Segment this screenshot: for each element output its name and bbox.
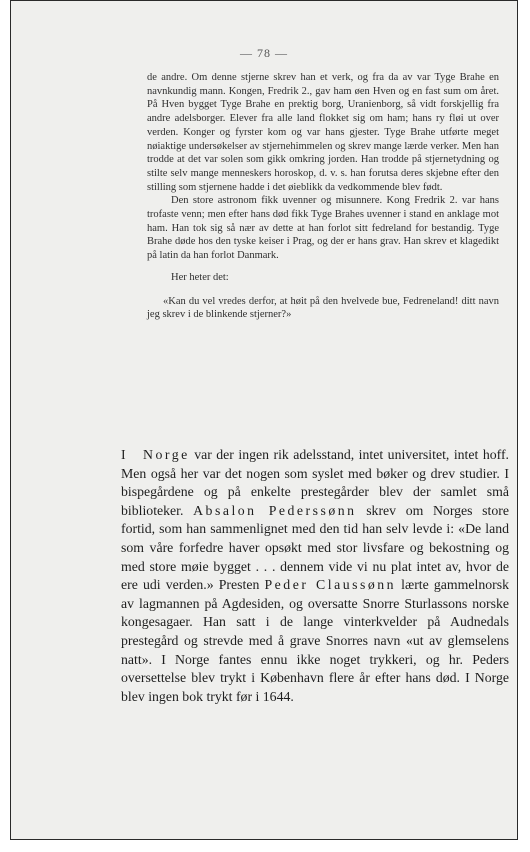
main-text-section	[121, 446, 509, 706]
paragraph-norge	[121, 446, 509, 706]
initial-letter: I	[121, 447, 126, 462]
paragraph-tyge-brahe-2: Den store astronom fikk uvenner og misunnere. Kong Fredrik 2. var hans trofaste venn; men efter hans død fikk Tyge Brahes uvenner i stand en anklage mot ham. Han tok sig så nær av dette at han forlot sitt fedreland for bestandig. Tyge Brahe døde hos den tyske keiser i Prag, og der er hans grav. Han skrev et klagedikt på latin da han forlot Danmark.	[147, 195, 499, 262]
text-part-2: skrev om Norges store fortid, som han sammenlignet med den tid han selv levde i: «De land som våre forfedre haver opsøkt med stor livsfare og bekostning og med store møie bygget . . . dennem vide vi nu plat intet av, hvor de ere udi verden.» Presten	[121, 502, 509, 593]
page-number: — 78 —	[240, 46, 288, 60]
spaced-word-norge: Norge	[143, 447, 190, 462]
small-print-section	[147, 71, 499, 322]
paragraph-tyge-brahe-1: de andre. Om denne stjerne skrev han et verk, og fra da av var Tyge Brahe en navnkundig mann. Kongen, Fredrik 2., gav ham øen Hven og en fast sum om året. På Hven bygget Tyge Brahe en prektig borg, Uranienborg, så vidt forskjellig fra andre adelsborger. Elever fra alle land flokket sig om ham; hans ry fløi ut over verden. Konger og fyrster kom og var hans gjester. Tyge Brahe utførte meget nøiaktige undersøkelser av stjernehimmelen og skrev mange lærde verker. Men han trodde at det var solen som gikk omkring jorden. Han trodde på stjernetydning og stilte selv mange menneskers horoskop, d. v. s. han forutsa deres skjebne efter den stilling som stjernene hadde i det øieblikk da vedkommende blev født.	[147, 72, 499, 193]
quote-intro: Her heter det:	[171, 271, 229, 283]
text-part-1: var der ingen rik adelsstand, intet universitet, intet hoff. Men også her var det nogen som syslet med bøker og drev studier. I bispegårdene og på enkelte prestegårder blev der samlet små biblioteker.	[121, 447, 509, 518]
spaced-name-peder: Peder Claussønn	[264, 577, 397, 593]
spaced-name-absalon: Absalon Pederssønn	[193, 502, 357, 518]
book-page	[10, 0, 518, 840]
poem-quote: «Kan du vel vredes derfor, at høit på den hvelvede bue, Fedreneland! ditt navn jeg skrev i de blinkende stjerner?»	[147, 295, 499, 321]
text-part-3: lærte gammelnorsk av lagmannen på Agdesiden, og oversatte Snorre Sturlassons norske kongesagaer. Han satt i de lange vinterkvelder på Audnedals prestegård og strevde med å grave Snorres navn «ut av glemselens natt». I Norge fantes ennu ikke noget trykkeri, og hr. Peders oversettelse blev trykt i København flere år efter hans død. I Norge blev ingen bok trykt før i 1644.	[121, 577, 509, 704]
